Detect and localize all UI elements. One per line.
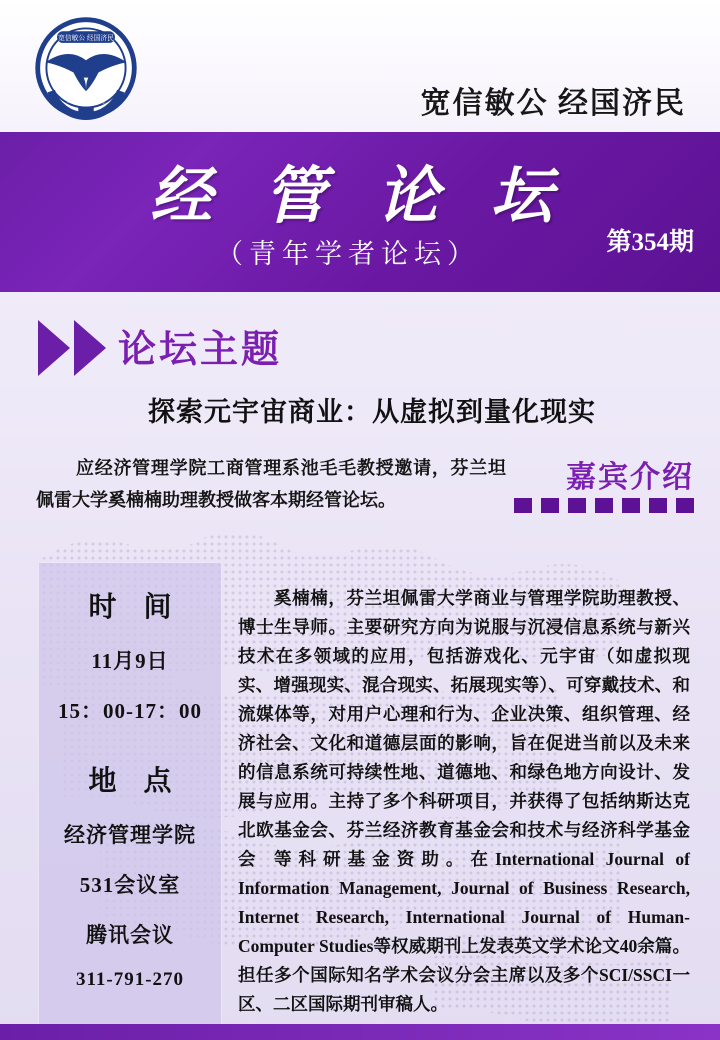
guest-heading: 嘉宾介绍 [566,461,694,494]
double-chevron-icon [36,318,112,378]
event-date: 11月9日 [91,649,169,673]
time-label: 时 间 [88,592,182,623]
bottom-edge [0,1024,720,1040]
topic-title: 探索元宇宙商业：从虚拟到量化现实 [148,397,596,427]
svg-text:宽信敏公 经国济民: 宽信敏公 经国济民 [58,35,114,42]
poster-header [0,0,720,132]
guest-heading-decor-blocks [514,498,694,514]
meeting-id: 311-791-270 [75,969,185,990]
place-line-3: 腾讯会议 [86,923,174,947]
eagle-emblem-logo [28,12,144,124]
issue-number: 第354期 [606,229,694,256]
place-line-2: 531会议室 [79,873,181,897]
invitation-text: 应经济管理学院工商管理系池毛毛教授邀请，芬兰坦佩雷大学奚楠楠助理教授做客本期经管论坛。 [36,458,506,510]
event-info-panel [38,562,222,1026]
title-band [0,132,720,292]
place-label: 地 点 [88,766,182,797]
guest-bio: 奚楠楠，芬兰坦佩雷大学商业与管理学院助理教授、博士生导师。主要研究方向为说服与沉浸信息系统与新兴技术在多领域的应用，包括游戏化、元宇宙（如虚拟现实、增强现实、混合现实、拓展现实等）、可穿戴技术、和流媒体等，对用户心理和行为、企业决策、组织管理、经济社会、文化和道德层面的影响，旨在促进当前以及未来的信息系统可持续性地、道德地、和绿色地方向设计、发展与应用。主持了多个科研项目，并获得了包括纳斯达克北欧基金会、芬兰经济教育基金会和技术与经济科学基金会 等科研基金资助。在International Journal of Information Management, Journal of Business Research, Internet Research, International Journal of Human-Computer Studies等权威期刊上发表英文学术论文40余篇。担任多个国际知名学术会议分会主席以及多个SCI/SSCI一区、二区国际期刊审稿人。 [238,588,690,1014]
forum-title: 经 管 论 坛 [150,163,571,231]
place-line-1: 经济管理学院 [64,823,196,847]
forum-subtitle: （青年学者论坛） [216,239,480,269]
topic-label: 论坛主题 [118,329,283,371]
svg-text:经济管理学院: 经济管理学院 [67,97,105,105]
event-time-range: 15：00-17：00 [58,699,202,723]
header-motto: 宽信敏公 经国济民 [420,87,686,120]
